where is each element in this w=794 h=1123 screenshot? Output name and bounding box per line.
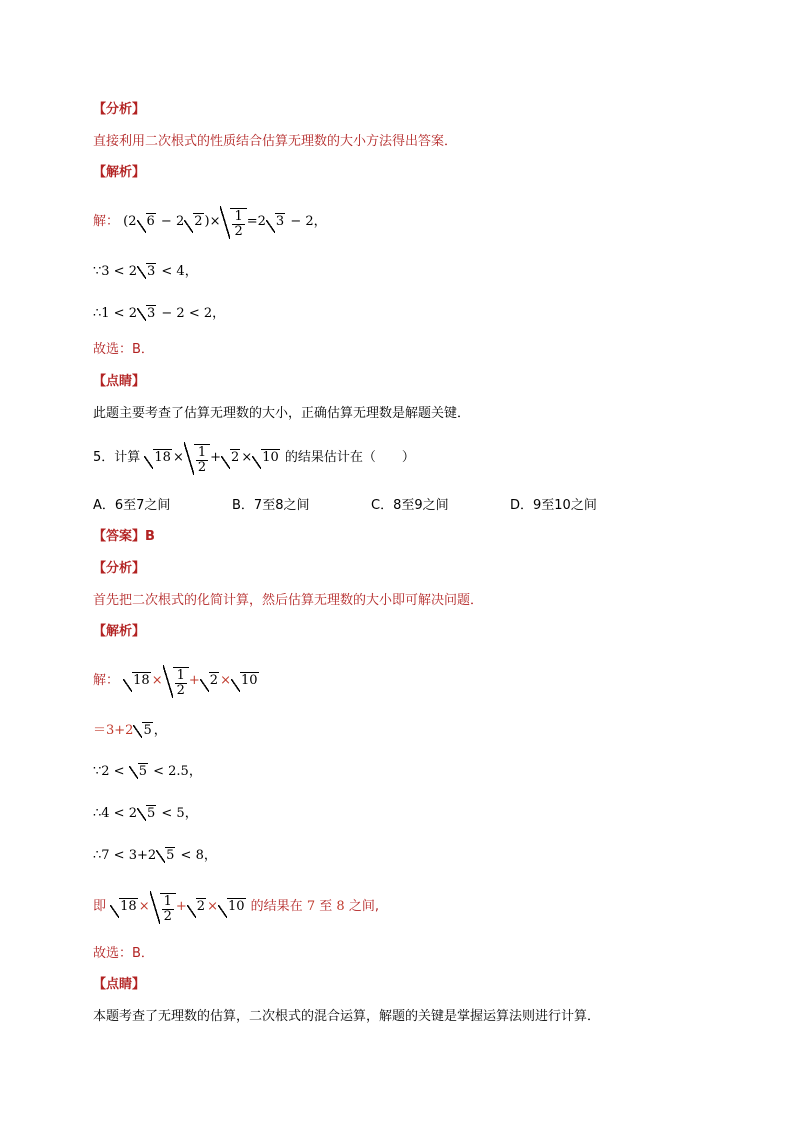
math-expression: (2 6 − 2 2 )× $\frac{1}{2}$ =2 3 − 2， (123, 214, 326, 229)
solution-line-3: ∴1 < 2 3 − 2 < 2， (93, 306, 226, 321)
sqrt-symbol: 2 (184, 209, 203, 235)
option-a: A．6至7之间 (93, 498, 171, 513)
answer-line: 【答案】B (93, 529, 155, 544)
solution2-line-4: ∴4 < 2 5 < 5， (93, 806, 198, 821)
option-d: D．9至10之间 (510, 498, 597, 513)
sqrt-fraction: $\frac{1}{2}$ (220, 204, 246, 239)
solution-heading-2: 【解析】 (93, 624, 146, 639)
point-text: 此题主要考查了估算无理数的大小，正确估算无理数是解题关键． (93, 406, 471, 421)
point-heading: 【点睛】 (93, 374, 146, 389)
option-b: B．7至8之间 (232, 498, 310, 513)
choice-line: 故选：B． (93, 342, 154, 357)
analysis-heading: 【分析】 (93, 102, 146, 117)
solution2-line-1: 解： 18 × $\frac{1}{2}$ + 2 × 10 (93, 663, 260, 698)
solution-line-2: ∵3 < 2 3 < 4， (93, 264, 198, 279)
analysis-heading-2: 【分析】 (93, 561, 146, 576)
option-c: C．8至9之间 (371, 498, 449, 513)
solution-line-1: 解： (2 6 − 2 2 )× $\frac{1}{2}$ =2 3 − 2， (93, 204, 327, 239)
sqrt-symbol: 3 (266, 209, 285, 235)
sqrt-symbol: 6 (137, 209, 156, 235)
solution-heading: 【解析】 (93, 165, 146, 180)
options-row (93, 497, 649, 515)
analysis-text: 直接利用二次根式的性质结合估算无理数的大小方法得出答案． (93, 134, 458, 149)
solution2-line-2: ＝3+2 5 ， (93, 723, 167, 738)
point-text-2: 本题考查了无理数的估算，二次根式的混合运算，解题的关键是掌握运算法则进行计算． (93, 1009, 601, 1024)
solution2-line-5: ∴7 < 3+2 5 < 8， (93, 848, 217, 863)
solution2-line-3: ∵2 < 5 < 2.5， (93, 764, 202, 779)
question-5: 5．计算 18 × $\frac{1}{2}$ + 2 × 10 的结果估计在（ ） (93, 440, 415, 475)
solution2-line-6: 即 18 × $\frac{1}{2}$ + 2 × 10 的结果在 7 至 8 之间, (93, 889, 379, 924)
choice-line-2: 故选：B． (93, 946, 154, 961)
point-heading-2: 【点睛】 (93, 977, 146, 992)
analysis-text-2: 首先把二次根式的化简计算，然后估算无理数的大小即可解决问题． (93, 593, 484, 608)
